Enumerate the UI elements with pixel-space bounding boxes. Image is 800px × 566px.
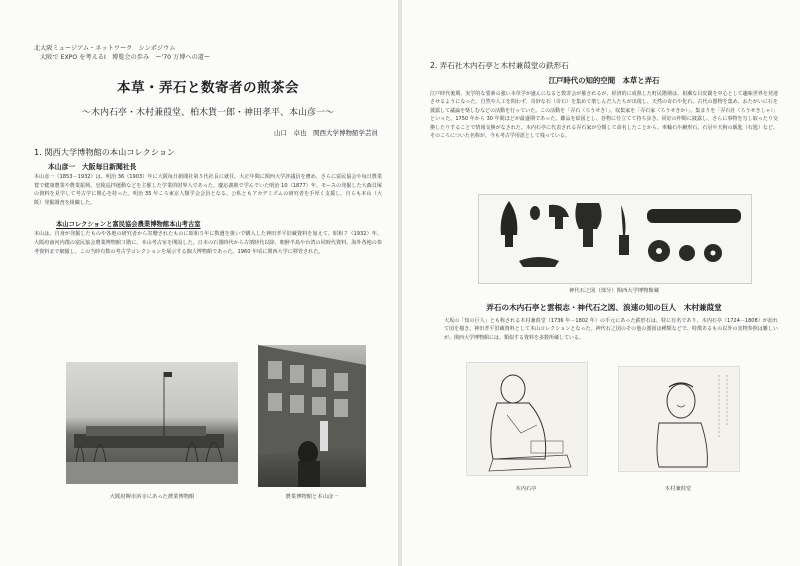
caption-motoyama-photo: 農業博物館と本山彦一 — [285, 494, 339, 500]
portrait-kimura-kenkado — [618, 366, 740, 472]
paragraph-2: 本山は、自身が発掘したものや各地の研究者から寄贈されたものに昭和５年に数遺を扱いで購入した神田孝平旧蔵資料を加えて、昭和７（1932）年、大阪府南河内郡の富民協会農業博物館３階に、本山考古室を開設した。日本の石器時代から古墳時代以降、朝鮮半島や台湾の同時代資料、海外各地の参考資料まで網羅し、この当時有数の考古学コレクションを展示する個人博物館であった。1960 年頃に関西大学に移管された。 — [34, 231, 382, 255]
section-3-block — [430, 302, 778, 342]
motoyama-photo-graphic — [258, 345, 366, 487]
figure-stones — [478, 194, 752, 284]
stone-drawings — [479, 195, 751, 283]
kiuchi-portrait-graphic — [467, 363, 587, 475]
photo-agricultural-museum — [66, 362, 238, 484]
series-line-2: 大阪で EXPO を考えるⅠ 博覧会の歩み ー'70 万博への道ー — [40, 54, 211, 61]
museum-photo-graphic — [66, 362, 238, 484]
right-paragraph-2: 大坂の「知の巨人」とも称される木村兼葭堂（1736 年－1802 年）の手元にあった鉄形石は、特に有名であり、木内石亭（1724－1808）が訪れて図を描き、神田孝平旧蔵資料として本山コレクションとなった。神代石之図のその他の器図は種類などで、特徴あるもの以外の実物参照は難しいが、関西大学博物館には、類似する資料を多数所蔵している。 — [444, 318, 778, 341]
caption-kimura: 木村兼葭堂 — [664, 486, 692, 492]
series-info — [34, 44, 382, 62]
caption-kiuchi: 木内石亭 — [515, 486, 537, 492]
section-3-heading: 弄石の木内石亭と雲根志・神代石之図、浪速の知の巨人 木村兼葭堂 — [486, 303, 722, 312]
section-1-heading: 1. 関西大学博物館の本山コレクション — [34, 147, 176, 157]
photo-motoyama — [258, 345, 366, 487]
kimura-portrait-graphic — [619, 367, 739, 471]
author-line: 山口 卓也 関西大学博物館学芸員 — [274, 129, 378, 137]
series-line-1: 北大阪ミュージアム・ネットワーク シンポジウム — [34, 45, 176, 52]
page-subtitle: 〜木内石亭・木村兼葭堂、柏木貨一郎・神田孝平、本山彦一〜 — [81, 108, 334, 118]
page-title: 本草・弄石と数寄者の煎茶会 — [117, 80, 299, 96]
portrait-kiuchi-sekitei — [466, 362, 588, 476]
subsection-heading: 本山コレクションと富民協会農業博物館本山考古室 — [56, 221, 201, 229]
paragraph-1: 本山彦一（1853－1932）は、明治 36（1903）年に大阪毎日新聞社第５代社長に就任。大正年間に関西大学評議員を務め、さらに富民協会や毎日農業賞で健康農業や農業振興、皇陵巡拝運動などを主催した学業的財界人であった。慶応義塾で学んでいた明治 10（1877）年、モースの発掘した大森貝塚の資料を見学して考古学に関心を持った。明治 35 年ころ東京人類学会会員となる。公私ともアカデミズムの研究者を手厚く支援し、自らも本山（大阪）発掘調査を組織した。 — [34, 174, 382, 206]
section-2-heading: 2. 弄石社木内石亭と木村兼葭堂の鉄形石 — [430, 61, 569, 70]
section-2-subheading: 江戸時代の知的空間 本草と弄石 — [548, 76, 660, 85]
caption-museum-photo: 大阪府堺市浜寺にあった農業博物館 — [109, 494, 195, 500]
caption-stone-figure: 神代石之図（部分）関西大学博物館蔵 — [568, 288, 660, 294]
person-heading: 本山彦一 大阪毎日新聞社長 — [48, 163, 137, 171]
right-paragraph-1: 江戸時代後期、実学的な要素の強い本草学が盛んになると数寄会が催されるが、経済的に成熟した町民階層は、祖瀬な目皮観を中心として趣味世界を発達させるようになった。自然や人工を問わず、奇妙な石（奇石）を集めて楽しんだ人たちが出現し、天然の奇石や化石、古代の器物を集め、おたがいに石を披露して議論を楽しむなどの活動を行っていた。この活動を「弄石（ろうせき）」、収集家を「弄石家（ろうせきか）」、集まりを「弄石社（ろうせきしゃ）」といった。1750 年から 30 年間ほどが最盛期であった。鑑品を絵図とし、巻物に仕立てて持ち歩き、同好の仲間に披露し、さらに事物を写し取ったり交換したりすることで情報交換がなされた。木内石亭に代表される弄石家が分類して命名したことから、車輪石や鍬形石、石冠や天狗の飯匙（石匙）など、そのころについた名称が、今も考古学用語として残っている。 — [430, 91, 778, 140]
